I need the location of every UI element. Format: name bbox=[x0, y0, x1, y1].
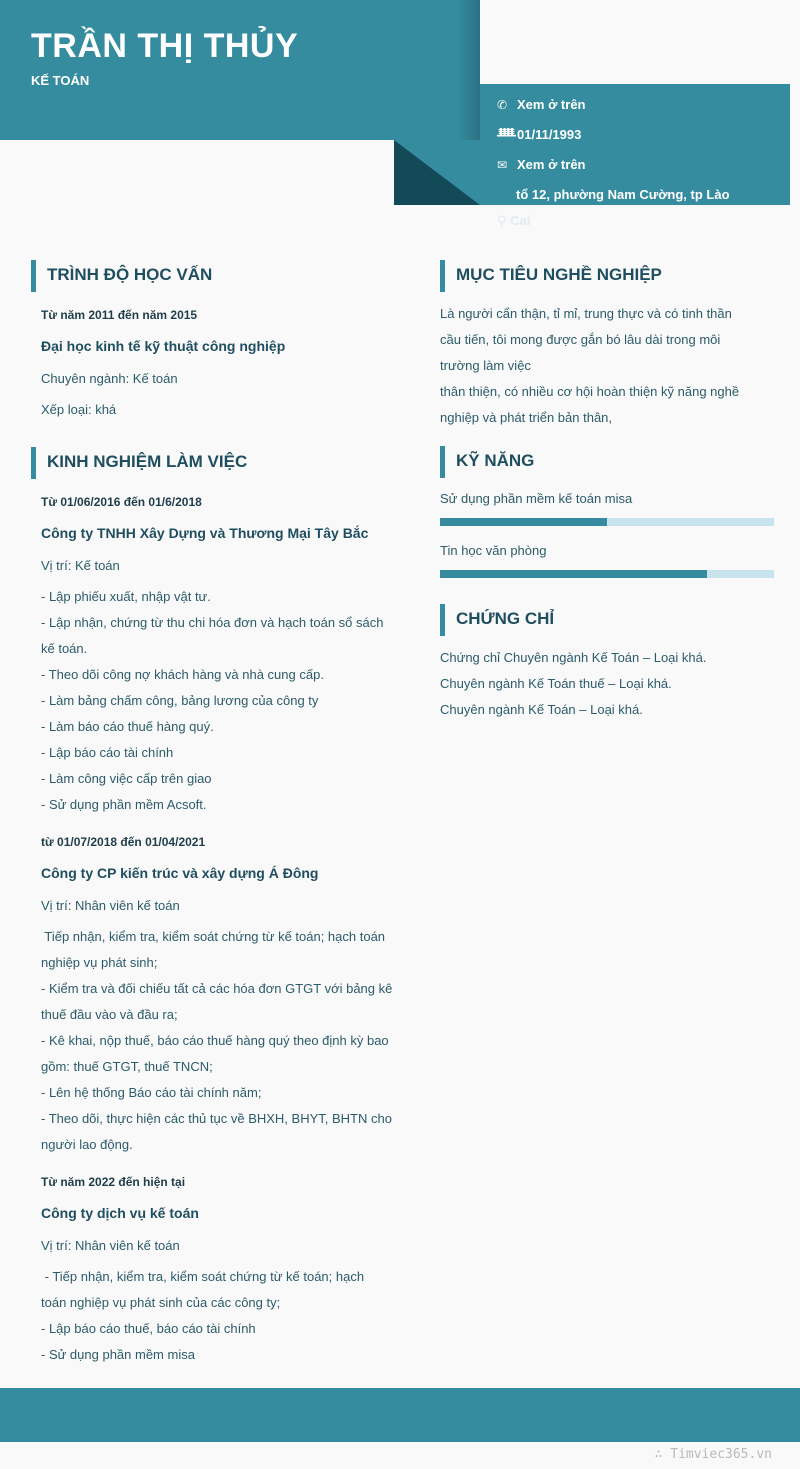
name-banner bbox=[0, 0, 480, 140]
duty-line: - Lên hệ thống Báo cáo tài chính năm; bbox=[41, 1085, 262, 1100]
email-value: Xem ở trên bbox=[517, 157, 586, 172]
certificates-heading: CHỨNG CHỈ bbox=[440, 604, 780, 636]
job-1-position: Vị trí: Kế toán bbox=[41, 558, 120, 573]
contact-email bbox=[497, 157, 586, 172]
job-1-period: Từ 01/06/2016 đến 01/6/2018 bbox=[41, 495, 202, 509]
duty-line: - Kiểm tra và đối chiếu tất cả các hóa đơn GTGT với bảng kê bbox=[41, 981, 393, 996]
education-rank: Xếp loại: khá bbox=[41, 402, 117, 417]
job-3-duties bbox=[41, 1264, 421, 1368]
contact-panel bbox=[480, 84, 790, 205]
ribbon-fold-triangle bbox=[394, 140, 480, 205]
duty-line: - Theo dõi công nợ khách hàng và nhà cung cấp. bbox=[41, 667, 324, 682]
objective-line: thân thiện, có nhiều cơ hội hoàn thiện kỹ năng nghề bbox=[440, 384, 740, 399]
job-2-period: từ 01/07/2018 đến 01/04/2021 bbox=[41, 835, 206, 849]
skill-1-name: Sử dụng phần mềm kế toán misa bbox=[440, 491, 633, 506]
contact-birthday bbox=[497, 127, 581, 142]
envelope-icon: ✉ bbox=[497, 158, 508, 172]
skill-1-fill bbox=[440, 518, 607, 526]
ribbon-fold bbox=[394, 140, 480, 205]
job-2-duties bbox=[41, 924, 421, 1158]
duty-line: Tiếp nhận, kiểm tra, kiểm soát chứng từ kế toán; hạch toán bbox=[41, 929, 386, 944]
duty-line: - Làm công việc cấp trên giao bbox=[41, 771, 212, 786]
left-column bbox=[31, 260, 411, 1362]
phone-icon: ✆ bbox=[497, 98, 508, 112]
skill-2-name: Tin học văn phòng bbox=[440, 543, 547, 558]
banner-shadow bbox=[458, 0, 480, 140]
duty-line: - Theo dõi, thực hiện các thủ tục về BHXH, BHYT, BHTN cho bbox=[41, 1111, 392, 1126]
job-1-duties bbox=[41, 584, 421, 818]
job-3-position: Vị trí: Nhân viên kế toán bbox=[41, 1238, 180, 1253]
skill-2-bar bbox=[440, 570, 774, 578]
job-3-period: Từ năm 2022 đến hiện tại bbox=[41, 1175, 186, 1189]
certificate-line: Chuyên ngành Kế Toán thuế – Loại khá. bbox=[440, 676, 672, 691]
birthday-cake-icon: ᚙ bbox=[497, 128, 516, 142]
duty-line: - Lập báo cáo tài chính bbox=[41, 745, 174, 760]
address-line-2: ⚲ Cai bbox=[497, 213, 531, 228]
objective-line: nghiệp và phát triển bản thân, bbox=[440, 410, 613, 425]
duty-line: gồm: thuế GTGT, thuế TNCN; bbox=[41, 1059, 213, 1074]
job-2-position: Vị trí: Nhân viên kế toán bbox=[41, 898, 180, 913]
duty-line: nghiệp vụ phát sinh; bbox=[41, 955, 158, 970]
birthday-value: 01/11/1993 bbox=[517, 127, 582, 142]
education-major: Chuyên ngành: Kế toán bbox=[41, 371, 178, 386]
duty-line: thuế đầu vào và đầu ra; bbox=[41, 1007, 178, 1022]
phone-value: Xem ở trên bbox=[517, 97, 586, 112]
skill-1-bar bbox=[440, 518, 774, 526]
job-3-company: Công ty dịch vụ kế toán bbox=[41, 1205, 199, 1221]
duty-line: người lao động. bbox=[41, 1137, 133, 1152]
duty-line: - Kê khai, nộp thuế, báo cáo thuế hàng quý theo định kỳ bao bbox=[41, 1033, 389, 1048]
map-marker-icon: ⚲ bbox=[497, 213, 507, 228]
duty-line: - Lập báo cáo thuế, báo cáo tài chính bbox=[41, 1321, 256, 1336]
duty-line: - Lập nhận, chứng từ thu chi hóa đơn và hạch toán sổ sách bbox=[41, 615, 384, 630]
duty-line: toán nghiệp vụ phát sinh của các công ty; bbox=[41, 1295, 281, 1310]
right-column bbox=[440, 260, 780, 717]
objective-heading: MỤC TIÊU NGHỀ NGHIỆP bbox=[440, 260, 780, 292]
duty-line: - Làm báo cáo thuế hàng quý. bbox=[41, 719, 214, 734]
duty-line: - Tiếp nhận, kiểm tra, kiểm soát chứng từ kế toán; hạch bbox=[41, 1269, 365, 1284]
education-period: Từ năm 2011 đến năm 2015 bbox=[41, 308, 198, 322]
site-watermark: ∴ Timviec365.vn bbox=[654, 1447, 772, 1462]
duty-line: - Lập phiếu xuất, nhập vật tư. bbox=[41, 589, 211, 604]
education-school: Đại học kinh tế kỹ thuật công nghiệp bbox=[41, 338, 286, 354]
objective-text bbox=[440, 301, 780, 431]
duty-line: - Sử dụng phần mềm Acsoft. bbox=[41, 797, 207, 812]
address-line-1: tổ 12, phường Nam Cường, tp Lào bbox=[516, 187, 730, 202]
job-2-company: Công ty CP kiến trúc và xây dựng Á Đông bbox=[41, 865, 319, 881]
footer-band bbox=[0, 1388, 800, 1442]
certificate-line: Chuyên ngành Kế Toán – Loại khá. bbox=[440, 702, 643, 717]
job-1-company: Công ty TNHH Xây Dựng và Thương Mại Tây Bắc bbox=[41, 525, 369, 541]
certificates-list bbox=[440, 645, 780, 723]
certificate-line: Chứng chỉ Chuyên ngành Kế Toán – Loại khá. bbox=[440, 650, 707, 665]
experience-heading: KINH NGHIỆM LÀM VIỆC bbox=[31, 447, 411, 479]
objective-line: trường làm việc bbox=[440, 358, 531, 373]
candidate-name: TRẦN THỊ THỦY bbox=[31, 27, 299, 65]
education-heading: TRÌNH ĐỘ HỌC VẤN bbox=[31, 260, 411, 292]
objective-line: cầu tiến, tôi mong được gắn bó lâu dài trong môi bbox=[440, 332, 721, 347]
contact-phone bbox=[497, 97, 586, 112]
skill-2-fill bbox=[440, 570, 707, 578]
skills-heading: KỸ NĂNG bbox=[440, 446, 780, 478]
objective-line: Là người cẩn thận, tỉ mỉ, trung thực và có tinh thần bbox=[440, 306, 732, 321]
duty-line: - Làm bảng chấm công, bảng lương của công ty bbox=[41, 693, 319, 708]
duty-line: - Sử dụng phần mềm misa bbox=[41, 1347, 195, 1362]
job-title: KẾ TOÁN bbox=[31, 73, 90, 88]
duty-line: kế toán. bbox=[41, 641, 88, 656]
